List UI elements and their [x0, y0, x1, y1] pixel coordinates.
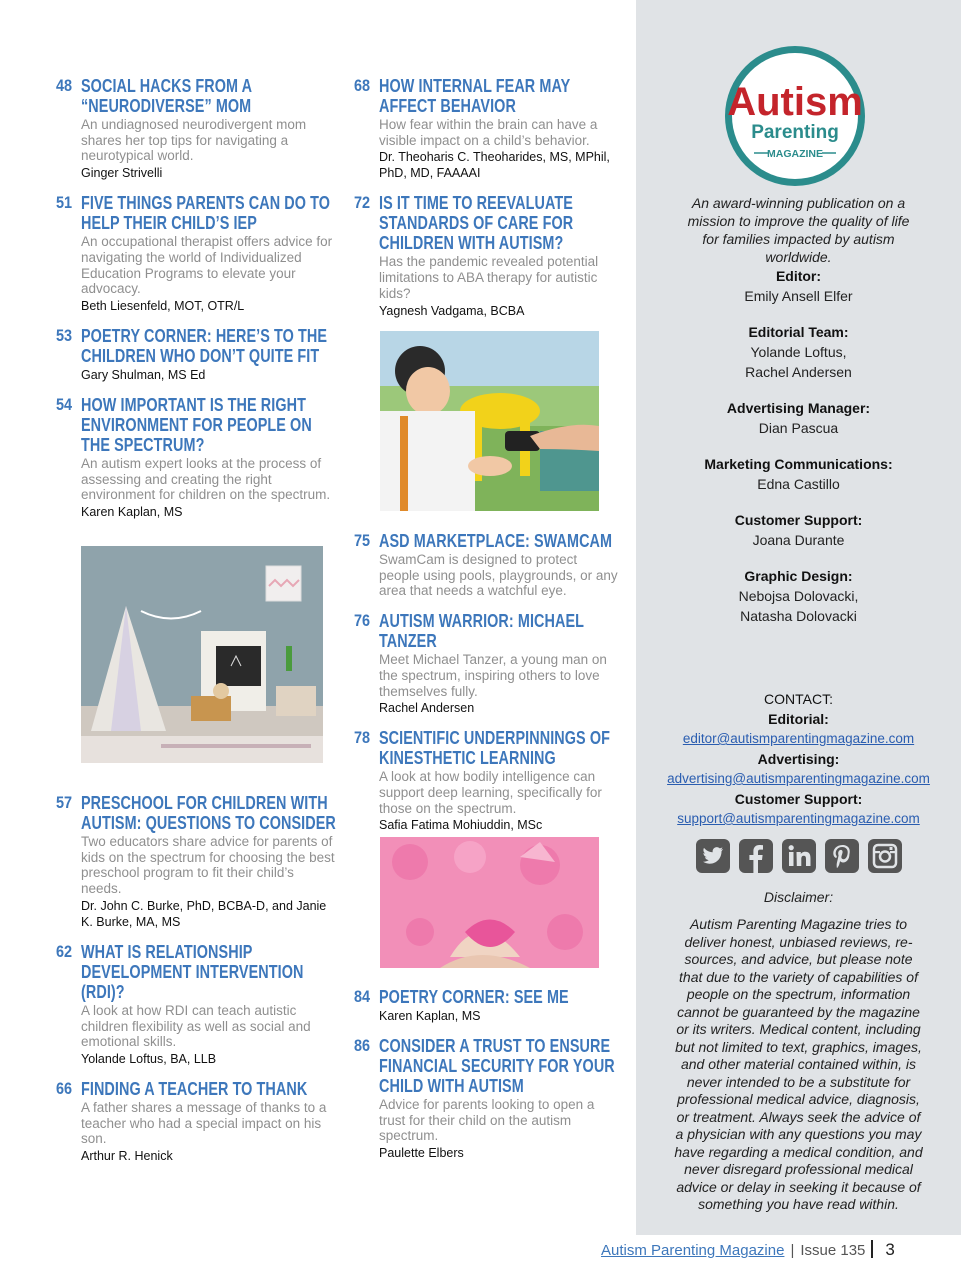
staff-name: Natasha Dolovacki: [740, 608, 857, 624]
toc-title: HOW INTERNAL FEAR MAY AFFECT BEHAVIOR: [379, 76, 571, 116]
logo-parenting-text: Parenting: [751, 122, 839, 143]
toc-author: Karen Kaplan, MS: [81, 505, 183, 520]
toc-entry[interactable]: [354, 1036, 619, 1161]
staff-name: Joana Durante: [752, 532, 845, 548]
toc-column-left: [56, 76, 336, 532]
toc-description: A father shares a message of thanks to a teacher who had a special impact on his son.: [81, 1099, 327, 1147]
disclaimer-title: Disclaimer:: [763, 889, 834, 905]
toc-entry-body: [379, 987, 619, 1024]
toc-entry[interactable]: [354, 531, 619, 599]
toc-entry[interactable]: [56, 76, 336, 181]
advertising-label: Advertising:: [757, 751, 840, 767]
toc-page-number: 62: [56, 941, 73, 961]
toc-title: HOW IMPORTANT IS THE RIGHT ENVIRONMENT FOR PEOPLE ON THE SPECTRUM?: [81, 394, 312, 455]
toc-description: A look at how bodily intelligence can support deep learning, specifically for those on the spectrum.: [379, 769, 602, 816]
toc-title: PRESCHOOL FOR CHILDREN WITH AUTISM: QUESTIONS TO CONSIDER: [81, 793, 336, 833]
toc-entry[interactable]: [56, 1079, 336, 1164]
toc-author: Dr. John C. Burke, PhD, BCBA-D, and Janie K. Burke, MA, MS: [81, 898, 327, 929]
toc-list: [56, 793, 336, 1164]
facebook-icon[interactable]: [739, 839, 773, 873]
toc-author: Rachel Andersen: [379, 701, 475, 716]
toc-entry[interactable]: [354, 76, 619, 181]
toc-author: Beth Liesenfeld, MOT, OTR/L: [81, 298, 245, 313]
toc-entry-body: [81, 793, 336, 930]
staff-group: [636, 266, 961, 306]
toc-entry-body: [379, 76, 619, 181]
staff-role: Marketing Communications:: [704, 456, 893, 472]
toc-title: FIVE THINGS PARENTS CAN DO TO HELP THEIR CHILD’S IEP: [81, 193, 331, 234]
disclaimer-text: Autism Parenting Magazine tries to deliver honest, unbiased reviews, re-sources, and advice, but please note that due to the variety of capabilities of people on the spectrum, information cannot be guaranteed by the magazine or its writers. Medical content, including but not limited to text, graphics, images, and other material contained within, is never intended to be a substitute for professional medical advice, diagnosis, or treatment. Always seek the advice of a physician with any questions you may have regarding a medical condition, and never disregard professional medical advice or delay in seeking it because of something you have read within.: [674, 916, 923, 1212]
twitter-icon[interactable]: [696, 839, 730, 873]
support-email-link[interactable]: support@autismparentingmagazine.com: [677, 811, 920, 826]
staff-role: Editorial Team:: [748, 324, 849, 340]
support-label: Customer Support:: [734, 791, 863, 807]
toc-page-number: 51: [56, 193, 73, 213]
toc-entry-body: [81, 395, 336, 520]
staff-role: Advertising Manager:: [726, 400, 871, 416]
photo-pink-sand: [380, 837, 599, 968]
contact-label: CONTACT:: [764, 691, 833, 707]
toc-entry[interactable]: [354, 987, 619, 1024]
toc-description: SwamCam is designed to protect people using pools, playgrounds, or any area that needs a watchful eye.: [379, 552, 618, 599]
toc-page-number: 68: [354, 76, 371, 95]
logo-autism-text: Autism: [727, 80, 863, 124]
toc-description: An undiagnosed neurodivergent mom shares her top tips for navigating a neurotypical world.: [81, 117, 307, 164]
toc-title: AUTISM WARRIOR: MICHAEL TANZER: [379, 611, 584, 652]
toc-title: WHAT IS RELATIONSHIP DEVELOPMENT INTERVENTION (RDI)?: [81, 941, 304, 1002]
staff-group: [636, 510, 961, 550]
toc-entry[interactable]: [56, 793, 336, 930]
staff-role: Customer Support:: [734, 512, 863, 528]
toc-column-middle-bottom: [354, 987, 619, 1173]
toc-title: CONSIDER A TRUST TO ENSURE FINANCIAL SECURITY FOR YOUR CHILD WITH AUTISM: [379, 1036, 615, 1096]
toc-entry[interactable]: [354, 728, 619, 833]
footer-divider: [871, 1240, 873, 1258]
toc-description: An occupational therapist offers advice for navigating the world of Individualized Education Programs to elevate your advocacy.: [81, 234, 333, 297]
toc-page-number: 57: [56, 793, 73, 812]
toc-entry-body: [81, 76, 336, 181]
toc-author: Gary Shulman, MS Ed: [81, 367, 206, 382]
staff-group: [636, 566, 961, 626]
contact-block: [636, 689, 961, 829]
masthead-sidebar: [636, 0, 961, 1235]
staff-role: Graphic Design:: [744, 568, 853, 584]
toc-description: How fear within the brain can have a visible impact on a child’s behavior.: [379, 117, 598, 148]
toc-column-left-lower: [56, 793, 336, 1176]
magazine-tagline: An award-winning publication on a mission to improve the quality of life for families impacted by autism worldwide.: [687, 195, 910, 265]
staff-name: Nebojsa Dolovacki,: [738, 588, 859, 604]
toc-description: Advice for parents looking to open a trust for their child on the autism spectrum.: [379, 1097, 595, 1144]
toc-column-middle-lower: [354, 531, 619, 845]
toc-title: POETRY CORNER: HERE’S TO THE CHILDREN WHO DON’T QUITE FIT: [81, 325, 328, 366]
toc-title: SCIENTIFIC UNDERPINNINGS OF KINESTHETIC LEARNING: [379, 728, 610, 769]
pinterest-icon[interactable]: [825, 839, 859, 873]
toc-author: Dr. Theoharis C. Theoharides, MS, MPhil, PhD, MD, FAAAAI: [379, 150, 610, 181]
toc-page-number: 86: [354, 1036, 371, 1055]
toc-list: [354, 531, 619, 833]
toc-description: Two educators share advice for parents of kids on the spectrum for choosing the best preschool program to fit their child’s needs.: [81, 834, 335, 897]
footer-issue: Issue 135: [800, 1242, 866, 1259]
footer-separator: |: [790, 1242, 795, 1259]
toc-title: IS IT TIME TO REEVALUATE STANDARDS OF CARE FOR CHILDREN WITH AUTISM?: [379, 193, 574, 254]
toc-list: [56, 76, 336, 520]
social-icons: [696, 839, 902, 873]
instagram-icon[interactable]: [868, 839, 902, 873]
toc-page-number: 48: [56, 76, 73, 95]
toc-column-middle: [354, 76, 619, 331]
toc-author: Arthur R. Henick: [81, 1149, 173, 1164]
staff-name: Yolande Loftus,: [750, 344, 847, 360]
toc-page-number: 84: [354, 987, 371, 1006]
toc-entry-body: [379, 611, 619, 716]
staff-name: Rachel Andersen: [745, 364, 852, 380]
logo-magazine-text: MAGAZINE: [767, 148, 823, 160]
staff-name: Edna Castillo: [757, 476, 840, 492]
toc-page-number: 78: [354, 728, 371, 748]
toc-entry[interactable]: [56, 326, 336, 383]
toc-title: FINDING A TEACHER TO THANK: [81, 1078, 308, 1099]
toc-description: An autism expert looks at the process of assessing and creating the right environment for children on the spectrum.: [81, 455, 331, 503]
linkedin-icon[interactable]: [782, 839, 816, 873]
toc-entry-body: [81, 326, 336, 383]
staff-name: Dian Pascua: [758, 420, 839, 436]
staff-role: Editor:: [775, 268, 822, 284]
staff-list: [636, 266, 961, 642]
editorial-label: Editorial:: [768, 711, 829, 727]
toc-description: A look at how RDI can teach autistic children flexibility as well as social and emotional skills.: [81, 1002, 311, 1050]
toc-title: ASD MARKETPLACE: SWAMCAM: [379, 531, 613, 551]
toc-page-number: 53: [56, 325, 73, 345]
toc-author: Yagnesh Vadgama, BCBA: [379, 303, 525, 318]
toc-entry-body: [379, 531, 619, 599]
page-number: 3: [885, 1240, 895, 1259]
advertising-email-link[interactable]: advertising@autismparentingmagazine.com: [667, 771, 930, 786]
toc-entry-body: [81, 193, 336, 314]
toc-title: SOCIAL HACKS FROM A “NEURODIVERSE” MOM: [81, 76, 252, 116]
toc-entry-body: [81, 1079, 336, 1164]
toc-page-number: 66: [56, 1078, 73, 1098]
toc-list: [354, 76, 619, 319]
staff-group: [636, 398, 961, 438]
toc-entry-body: [379, 1036, 619, 1161]
toc-author: Ginger Strivelli: [81, 166, 163, 181]
toc-entry-body: [379, 728, 619, 833]
toc-entry-body: [379, 193, 619, 318]
page-footer: [601, 1240, 895, 1261]
toc-page-number: 72: [354, 193, 371, 213]
magazine-logo: [724, 45, 866, 187]
toc-description: Meet Michael Tanzer, a young man on the spectrum, inspiring others to love themselves fully.: [379, 652, 607, 699]
toc-list: [354, 987, 619, 1161]
toc-author: Karen Kaplan, MS: [379, 1009, 481, 1023]
toc-page-number: 75: [354, 531, 371, 550]
toc-entry[interactable]: [354, 193, 619, 318]
toc-entry[interactable]: [56, 193, 336, 314]
staff-group: [636, 454, 961, 494]
photo-child-toy: [380, 331, 599, 511]
toc-author: Safia Fatima Mohiuddin, MSc: [379, 818, 543, 833]
editorial-email-link[interactable]: editor@autismparentingmagazine.com: [682, 731, 915, 746]
toc-author: Yolande Loftus, BA, LLB: [81, 1051, 217, 1066]
staff-group: [636, 322, 961, 382]
toc-entry[interactable]: [354, 611, 619, 716]
toc-page-number: 76: [354, 611, 371, 631]
photo-kids-room: [81, 546, 323, 763]
toc-description: Has the pandemic revealed potential limitations to ABA therapy for autistic kids?: [379, 254, 599, 301]
toc-entry[interactable]: [56, 395, 336, 520]
toc-page-number: 54: [56, 394, 73, 414]
toc-author: Paulette Elbers: [379, 1146, 464, 1161]
staff-name: Emily Ansell Elfer: [744, 288, 853, 304]
toc-title: POETRY CORNER: SEE ME: [379, 987, 569, 1007]
toc-entry-body: [81, 942, 336, 1067]
footer-magazine-link[interactable]: Autism Parenting Magazine: [601, 1242, 785, 1259]
toc-entry[interactable]: [56, 942, 336, 1067]
